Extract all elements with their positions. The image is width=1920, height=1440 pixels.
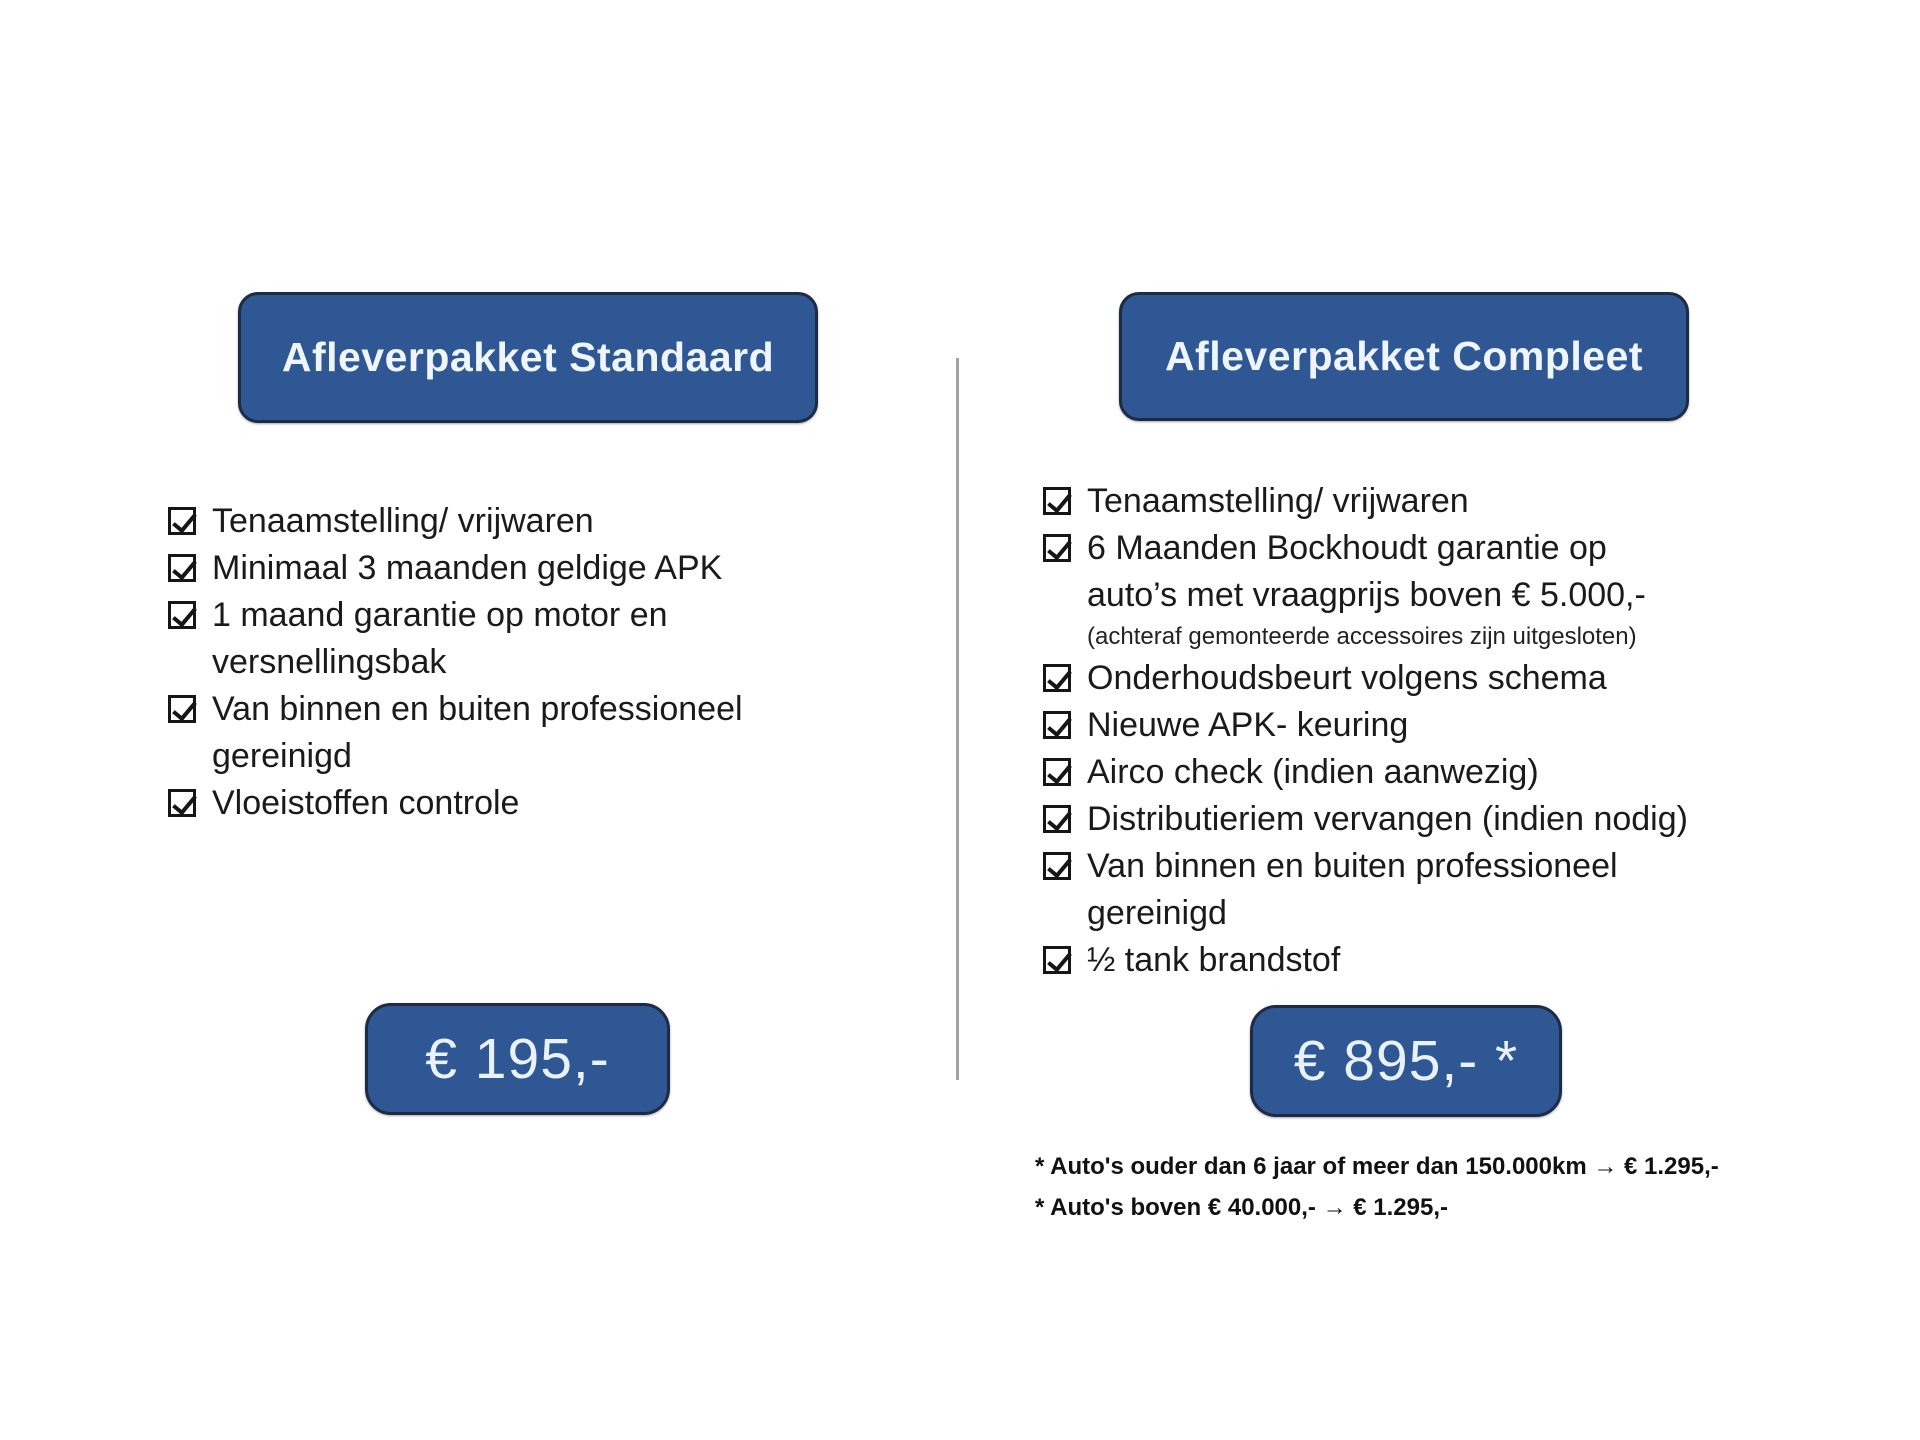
list-item-text: 6 Maanden Bockhoudt garantie op	[1087, 529, 1607, 567]
list-item	[168, 545, 848, 592]
price-footnotes	[1035, 1146, 1719, 1228]
list-item-text: Minimaal 3 maanden geldige APK	[212, 549, 723, 587]
list-item	[168, 498, 848, 545]
list-item	[1043, 478, 1783, 525]
list-item	[1043, 702, 1783, 749]
list-item-text: gereinigd	[1087, 894, 1227, 932]
list-item-text: Nieuwe APK- keuring	[1087, 706, 1409, 744]
checkbox-checked-icon	[1043, 946, 1071, 974]
list-item	[1043, 796, 1783, 843]
list-item-text: Airco check (indien aanwezig)	[1087, 753, 1539, 791]
checkbox-checked-icon	[1043, 534, 1071, 562]
checkbox-checked-icon	[168, 695, 196, 723]
list-item-text: Tenaamstelling/ vrijwaren	[1087, 482, 1469, 520]
list-item-text: 1 maand garantie op motor en	[212, 596, 668, 634]
checkbox-checked-icon	[168, 789, 196, 817]
checkbox-checked-icon	[168, 507, 196, 535]
checkbox-checked-icon	[1043, 805, 1071, 833]
list-item-text: Tenaamstelling/ vrijwaren	[212, 502, 594, 540]
standard-package-title: Afleverpakket Standaard	[281, 334, 775, 380]
list-item-text: Distributieriem vervangen (indien nodig)	[1087, 800, 1688, 838]
list-item	[1043, 843, 1783, 937]
complete-price-text: € 895,- *	[1293, 1029, 1519, 1093]
list-item	[1043, 525, 1783, 655]
list-item	[168, 780, 848, 827]
list-item-note: (achteraf gemonteerde accessoires zijn uitgesloten)	[1087, 623, 1637, 650]
checkbox-checked-icon	[1043, 758, 1071, 786]
list-item-text: versnellingsbak	[212, 643, 447, 681]
footnote: * Auto's ouder dan 6 jaar of meer dan 150.000km → € 1.295,-	[1035, 1153, 1719, 1180]
list-item-text: Van binnen en buiten professioneel	[212, 690, 743, 728]
checkbox-checked-icon	[168, 554, 196, 582]
checkbox-checked-icon	[1043, 487, 1071, 515]
checkbox-checked-icon	[168, 601, 196, 629]
standard-price-text: € 195,-	[425, 1027, 610, 1091]
list-item-text: gereinigd	[212, 737, 352, 775]
complete-package-header	[1119, 292, 1689, 421]
list-item	[168, 686, 848, 780]
complete-package-title: Afleverpakket Compleet	[1164, 333, 1644, 379]
standard-package-header	[238, 292, 818, 423]
column-divider	[956, 358, 959, 1080]
list-item	[1043, 937, 1783, 984]
list-item	[1043, 655, 1783, 702]
list-item-text: Vloeistoffen controle	[212, 784, 520, 822]
footnote: * Auto's boven € 40.000,- → € 1.295,-	[1035, 1194, 1448, 1221]
standard-package-list	[168, 498, 848, 827]
complete-package-list	[1043, 478, 1783, 984]
list-item-text: Van binnen en buiten professioneel	[1087, 847, 1618, 885]
complete-price-badge	[1250, 1005, 1562, 1117]
list-item	[1043, 749, 1783, 796]
list-item	[168, 592, 848, 686]
standard-price-badge	[365, 1003, 670, 1115]
list-item-text: auto’s met vraagprijs boven € 5.000,-	[1087, 576, 1646, 614]
list-item-text: ½ tank brandstof	[1087, 941, 1341, 979]
list-item-text: Onderhoudsbeurt volgens schema	[1087, 659, 1607, 697]
checkbox-checked-icon	[1043, 711, 1071, 739]
checkbox-checked-icon	[1043, 852, 1071, 880]
checkbox-checked-icon	[1043, 664, 1071, 692]
